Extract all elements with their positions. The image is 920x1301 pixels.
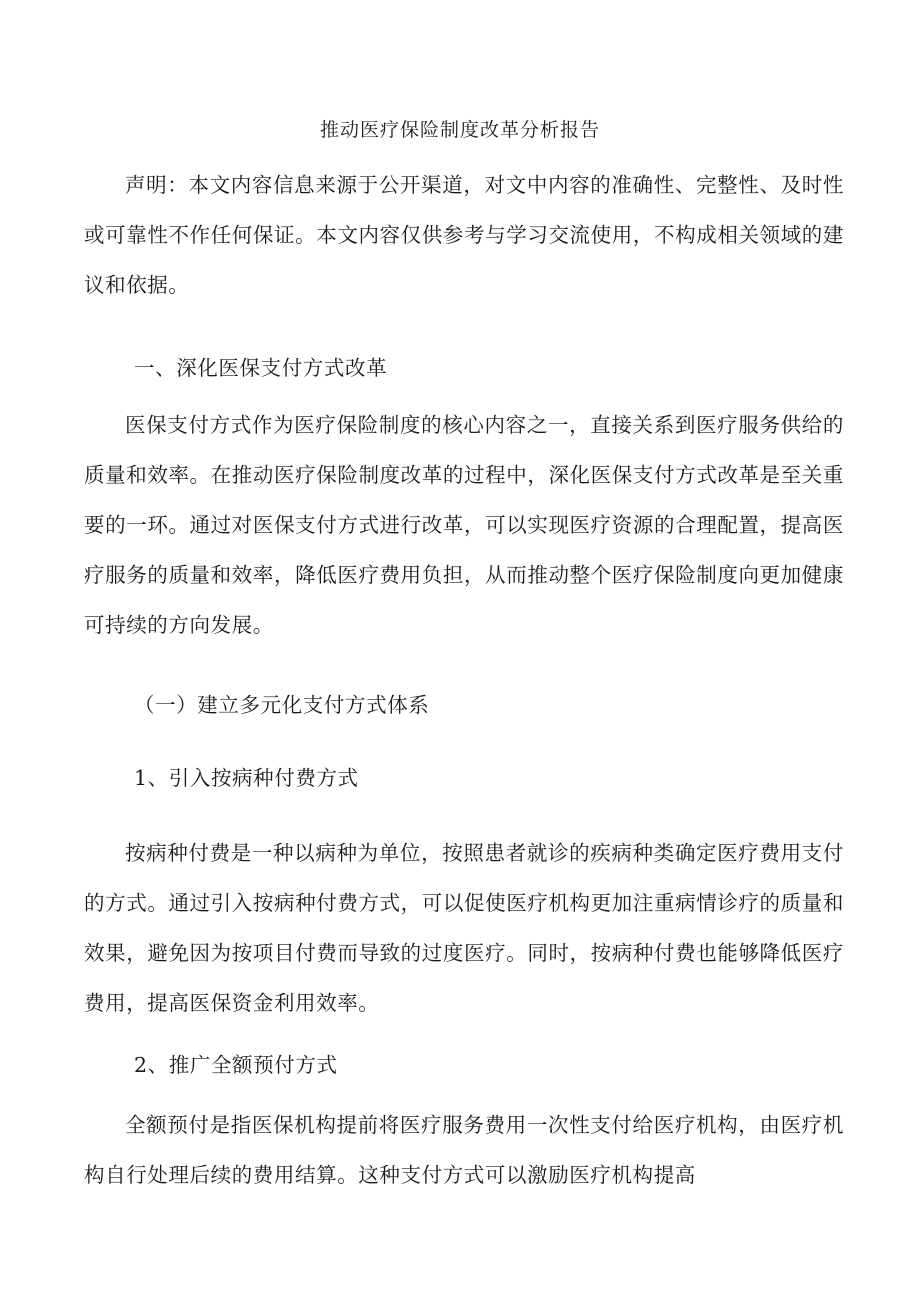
document-title: 推动医疗保险制度改革分析报告	[319, 119, 600, 141]
subsection-heading: （一）建立多元化支付方式体系	[134, 693, 430, 717]
section-body	[84, 400, 844, 650]
item-body-1	[84, 828, 844, 1028]
item-body-2	[84, 1100, 844, 1200]
section-paragraph: 医保支付方式作为医疗保险制度的核心内容之一，直接关系到医疗服务供给的质量和效率。在推动医疗保险制度改革的过程中，深化医保支付方式改革是至关重要的一环。通过对医保支付方式进行改革，可以实现医疗资源的合理配置，提高医疗服务的质量和效率，降低医疗费用负担，从而推动整个医疗保险制度向更加健康可持续的方向发展。	[84, 413, 844, 637]
item-paragraph-1: 按病种付费是一种以病种为单位，按照患者就诊的疾病种类确定医疗费用支付的方式。通过引入按病种付费方式，可以促使医疗机构更加注重病情诊疗的质量和效果，避免因为按项目付费而导致的过度医疗。同时，按病种付费也能够降低医疗费用，提高医保资金利用效率。	[84, 841, 844, 1015]
item-heading-1: 1、引入按病种付费方式	[134, 766, 359, 790]
section-heading: 一、深化医保支付方式改革	[134, 356, 388, 380]
item-heading-2: 2、推广全额预付方式	[134, 1053, 338, 1077]
disclaimer-block	[84, 160, 844, 310]
disclaimer-paragraph: 声明：本文内容信息来源于公开渠道，对文中内容的准确性、完整性、及时性或可靠性不作任何保证。本文内容仅供参考与学习交流使用，不构成相关领域的建议和依据。	[84, 173, 844, 297]
item-paragraph-2: 全额预付是指医保机构提前将医疗服务费用一次性支付给医疗机构，由医疗机构自行处理后续的费用结算。这种支付方式可以激励医疗机构提高	[84, 1113, 844, 1187]
